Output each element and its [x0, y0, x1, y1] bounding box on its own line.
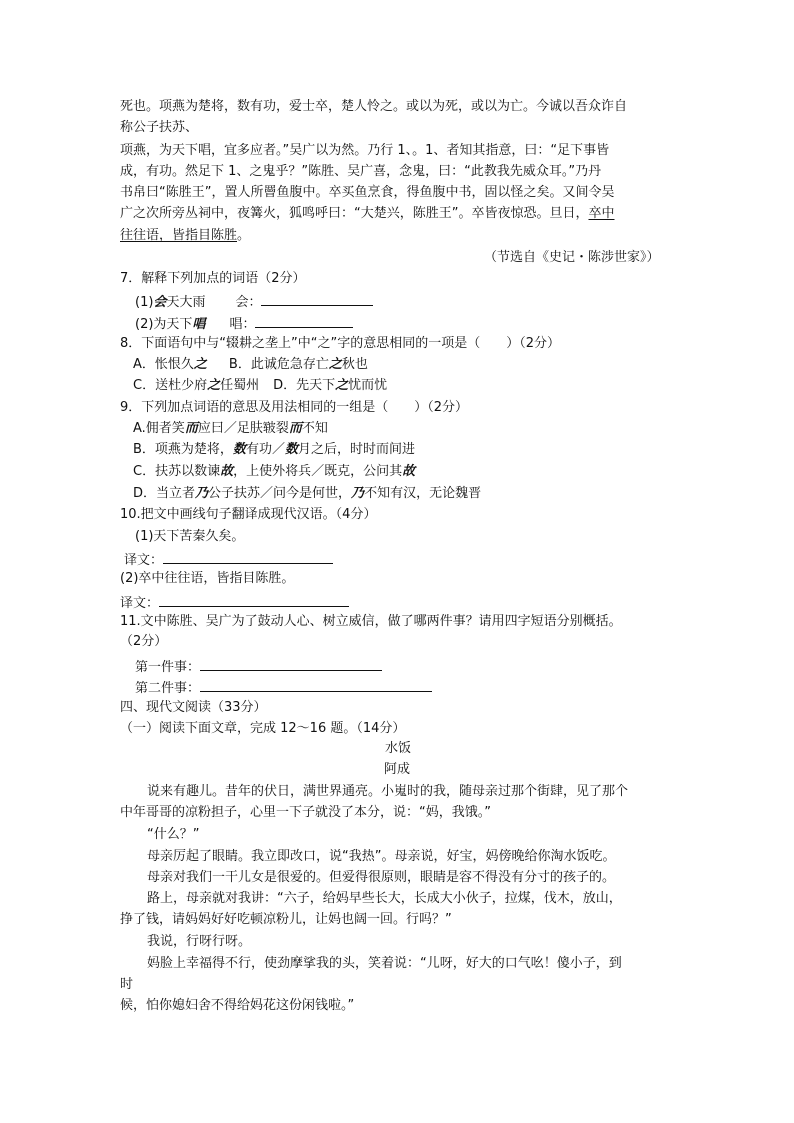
story-paragraph: 说来有趣儿。昔年的伏日，满世界通亮。小嵬时的我，随母亲过那个街肆，见了那个	[147, 784, 629, 799]
question-9-option-d: D．当立者乃公子扶苏／问今是何世，乃不知有汉，无论魏晋	[133, 486, 482, 501]
story-title: 水饭	[384, 741, 411, 756]
question-7-item-2: (2)为天下唱 唱：	[135, 313, 353, 334]
section-heading: 四、现代文阅读（33分）	[120, 700, 267, 715]
story-paragraph: 时	[120, 977, 134, 992]
story-paragraph: 妈脸上幸福得不行，使劲摩挲我的头，笑着说：“儿呀，好大的口气吆！傻小子，到	[147, 956, 622, 971]
answer-blank[interactable]	[261, 291, 373, 306]
passage-line: 死也。项燕为楚将，数有功，爱士卒，楚人怜之。或以为死，或以为亡。今诚以吾众诈自	[120, 99, 628, 114]
story-paragraph: 中年哥哥的凉粉担子，心里一下子就没了本分，说：“妈，我饿。”	[120, 805, 491, 820]
question-8-stem: 8．下面语句中与“辍耕之垄上”中“之”字的意思相同的一项是（ ）（2分）	[120, 336, 560, 351]
story-paragraph: 路上，母亲就对我讲：“六子，给妈早些长大，长成大小伙子，拉煤，伐木，放山，	[147, 891, 622, 906]
answer-blank[interactable]	[200, 677, 432, 692]
story-paragraph: 候，怕你媳妇舍不得给妈花这份闲钱啦。”	[120, 998, 355, 1013]
passage-line: 广之次所旁丛祠中，夜篝火，狐鸣呼曰：“大楚兴，陈胜王”。卒皆夜惊恐。旦日，卒中	[120, 206, 615, 221]
answer-blank[interactable]	[255, 313, 353, 328]
question-10-sentence-2: (2)卒中往往语，皆指目陈胜。	[120, 571, 295, 586]
underlined-sentence: 卒中	[588, 206, 615, 221]
question-10-sentence-1: (1)天下苦秦久矣。	[135, 529, 245, 544]
question-9-option-b: B．项燕为楚将，数有功／数月之后，时时而间进	[133, 442, 415, 457]
passage-source: （节选自《史记・陈涉世家》）	[484, 250, 660, 265]
question-9-stem: 9．下列加点词语的意思及用法相同的一组是（ ）（2分）	[120, 400, 469, 415]
question-8-options-ab: A．怅恨久之 B．此诚危急存亡之秋也	[133, 357, 368, 372]
question-10-answer-1: 译文：	[124, 549, 333, 570]
question-9-option-c: C．扶苏以数谏故，上使外将兵／既克，公问其故	[133, 464, 416, 479]
question-9-option-a: A.佣者笑而应曰／足肤皲裂而不知	[133, 421, 328, 436]
passage-line: 成，有功。然足下 1、之鬼乎？”陈胜、吴广喜，念鬼，曰：“此教我先威众耳。”乃丹	[120, 164, 602, 179]
question-11-stem: 11.文中陈胜、吴广为了鼓动人心、树立威信，做了哪两件事？请用四字短语分别概括。	[120, 614, 622, 629]
question-8-options-cd: C．送杜少府之任蜀州 D．先天下之忧而忧	[133, 378, 388, 393]
story-paragraph: 我说，行呀行呀。	[147, 934, 252, 949]
question-11-first: 第一件事：	[135, 656, 382, 677]
question-7-stem: 7．解释下列加点的词语（2分）	[120, 271, 306, 286]
question-11-second: 第二件事：	[135, 677, 432, 698]
question-7-item-1: (1)会天大雨 会：	[135, 291, 373, 312]
answer-blank[interactable]	[163, 549, 333, 564]
question-10-answer-2: 译文：	[120, 592, 349, 613]
passage-line: 项燕，为天下唱，宜多应者。”吴广以为然。乃行 1、。1、者知其指意，曰：“足下事皆	[120, 143, 610, 158]
story-author: 阿成	[383, 762, 410, 777]
answer-blank[interactable]	[200, 656, 382, 671]
passage-line: 称公子扶苏、	[120, 120, 199, 135]
passage-line: 书帛曰“陈胜王”，置人所罾鱼腹中。卒买鱼烹食，得鱼腹中书，固以怪之矣。又间令吴	[120, 185, 615, 200]
question-10-stem: 10.把文中画线句子翻译成现代汉语。（4分）	[120, 507, 377, 522]
underlined-sentence: 往往语，皆指目陈胜	[120, 228, 238, 243]
story-paragraph: 母亲厉起了眼睛。我立即改口，说“我热”。母亲说，好宝，妈傍晚给你淘水饭吃。	[147, 849, 616, 864]
story-paragraph: 挣了钱，请妈妈好好吃顿凉粉儿，让妈也阔一回。行吗？”	[120, 912, 452, 927]
question-11-score: （2分）	[120, 634, 168, 649]
passage-line: 往往语，皆指目陈胜。	[120, 228, 251, 243]
story-paragraph: 母亲对我们一干儿女是很爱的。但爱得很原则，眼睛是容不得没有分寸的孩子的。	[147, 870, 616, 885]
section-subheading: （一）阅读下面文章，完成 12～16 题。（14分）	[120, 721, 406, 736]
answer-blank[interactable]	[159, 592, 349, 607]
story-paragraph: “什么？”	[147, 827, 200, 842]
